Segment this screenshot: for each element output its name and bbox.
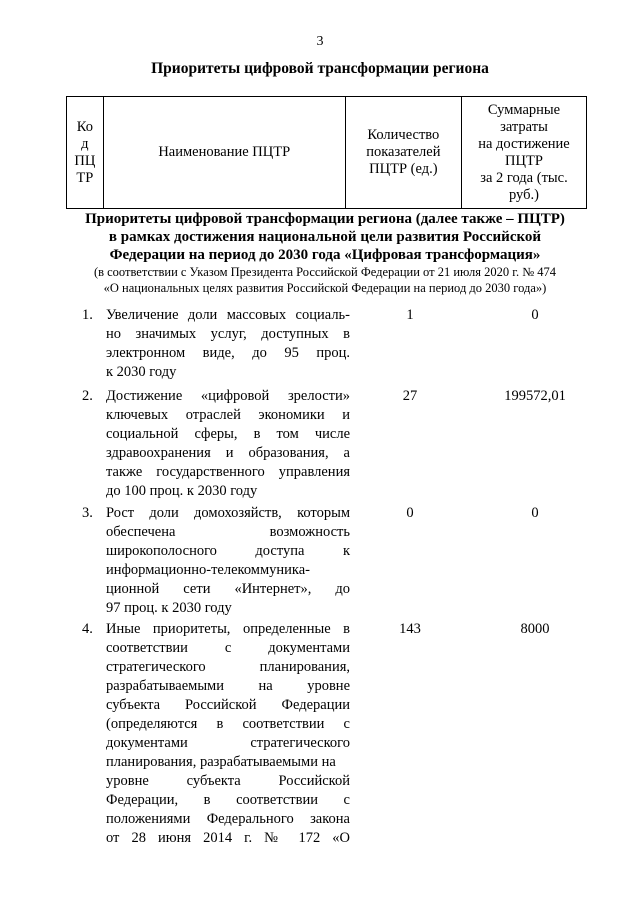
header-count: Количество показателей ПЦТР (ед.) bbox=[345, 97, 461, 209]
row-name: Рост доли домохозяйств, которым обеспечена возможность широкополосного доступа к информационно-телекоммуника- ционной сети «Интернет», до 97 проц. к 2030 году bbox=[106, 505, 350, 616]
document-title: Приоритеты цифровой трансформации региона bbox=[151, 60, 489, 77]
row-number: 4. bbox=[82, 621, 93, 637]
row-count: 27 bbox=[402, 388, 418, 404]
section-subtitle: (в соответствии с Указом Президента Российской Федерации от 21 июля 2020 г. № 474 «О национальных целях развития Российской Федерации на период до 2030 года») bbox=[93, 265, 557, 295]
row-sum: 0 bbox=[531, 505, 539, 521]
row-sum: 0 bbox=[531, 307, 539, 323]
row-number: 3. bbox=[82, 505, 93, 521]
section-title: Приоритеты цифровой трансформации региона (далее также – ПЦТР) в рамках достижения национальной цели развития Российской Федерации на период до 2030 года «Цифровая трансформация» bbox=[85, 211, 565, 263]
header-costs: Суммарные затраты на достижение ПЦТР за 2 года (тыс. руб.) bbox=[461, 97, 586, 209]
row-count: 143 bbox=[399, 621, 421, 637]
row-name: Увеличение доли массовых социаль- но значимых услуг, доступных в электронном виде, до 95 проц. к 2030 году bbox=[106, 307, 350, 380]
row-sum: 8000 bbox=[520, 621, 550, 637]
row-number: 2. bbox=[82, 388, 93, 404]
row-count: 0 bbox=[406, 505, 414, 521]
header-code: Ко д ПЦ ТР bbox=[67, 97, 104, 209]
table-header bbox=[66, 96, 587, 209]
page-number: 3 bbox=[316, 34, 324, 49]
row-count: 1 bbox=[406, 307, 414, 323]
row-sum: 199572,01 bbox=[504, 388, 566, 404]
row-name: Достижение «цифровой зрелости» ключевых отраслей экономики и социальной сферы, в том числе здравоохранения и образования, а также государственного управления до 100 проц. к 2030 году bbox=[106, 388, 350, 499]
row-number: 1. bbox=[82, 307, 93, 323]
row-name: Иные приоритеты, определенные в соответствии с документами стратегического планирования, разрабатываемыми на уровне субъекта Российской Федерации (определяются в соответствии с документами стратегического планирования, разрабатываемыми на уровне субъекта Российской Федерации, в соответствии с положениями Федерального закона от 28 июня 2014 г. № 172 «О bbox=[106, 621, 350, 846]
header-name: Наименование ПЦТР bbox=[103, 97, 345, 209]
